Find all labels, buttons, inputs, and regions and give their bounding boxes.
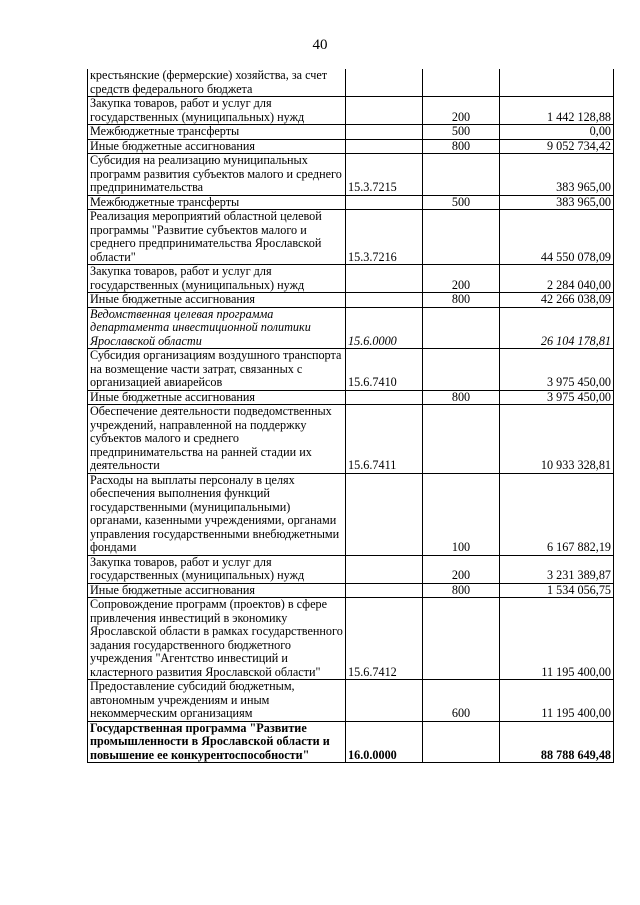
row-expense-type — [423, 405, 500, 474]
row-name: Иные бюджетные ассигнования — [88, 293, 346, 308]
row-expense-type — [423, 69, 500, 97]
row-expense-type: 200 — [423, 555, 500, 583]
table-row — [88, 139, 614, 154]
table-row — [88, 390, 614, 405]
row-amount: 9 052 734,42 — [500, 139, 614, 154]
table-row — [88, 293, 614, 308]
table-row — [88, 154, 614, 196]
row-name: Расходы на выплаты персоналу в целях обеспечения выполнения функций государственными (муниципальными) органами, казенными учреждениями, органами управления государственными внебюджетными фондами — [88, 473, 346, 555]
row-target-code — [346, 195, 423, 210]
row-target-code — [346, 390, 423, 405]
row-amount: 11 195 400,00 — [500, 598, 614, 680]
row-expense-type — [423, 349, 500, 391]
row-amount: 11 195 400,00 — [500, 680, 614, 722]
row-target-code — [346, 265, 423, 293]
table-row — [88, 583, 614, 598]
row-expense-type: 500 — [423, 195, 500, 210]
row-name: Закупка товаров, работ и услуг для государственных (муниципальных) нужд — [88, 265, 346, 293]
table-row — [88, 349, 614, 391]
row-name: Межбюджетные трансферты — [88, 195, 346, 210]
row-target-code: 15.6.7412 — [346, 598, 423, 680]
row-amount: 3 975 450,00 — [500, 349, 614, 391]
table-row — [88, 125, 614, 140]
table-row — [88, 598, 614, 680]
row-target-code: 15.3.7216 — [346, 210, 423, 265]
row-target-code: 15.6.7411 — [346, 405, 423, 474]
row-amount: 0,00 — [500, 125, 614, 140]
row-amount — [500, 69, 614, 97]
row-amount: 3 231 389,87 — [500, 555, 614, 583]
row-name: Государственная программа "Развитие промышленности в Ярославской области и повышение ее конкурентоспособности" — [88, 721, 346, 763]
row-name: Реализация мероприятий областной целевой программы "Развитие субъектов малого и среднего предпринимательства Ярославской области" — [88, 210, 346, 265]
table-row-state-program — [88, 721, 614, 763]
row-name: Иные бюджетные ассигнования — [88, 583, 346, 598]
row-name: Иные бюджетные ассигнования — [88, 139, 346, 154]
row-expense-type: 100 — [423, 473, 500, 555]
row-target-code — [346, 69, 423, 97]
budget-table — [87, 69, 614, 763]
row-target-code — [346, 473, 423, 555]
row-expense-type: 500 — [423, 125, 500, 140]
row-target-code — [346, 555, 423, 583]
row-amount: 10 933 328,81 — [500, 405, 614, 474]
table-row — [88, 69, 614, 97]
table-row — [88, 555, 614, 583]
row-name: крестьянские (фермерские) хозяйства, за счет средств федерального бюджета — [88, 69, 346, 97]
table-row — [88, 195, 614, 210]
row-target-code: 16.0.0000 — [346, 721, 423, 763]
row-expense-type: 200 — [423, 265, 500, 293]
row-target-code — [346, 125, 423, 140]
row-amount: 42 266 038,09 — [500, 293, 614, 308]
row-amount: 88 788 649,48 — [500, 721, 614, 763]
row-name: Иные бюджетные ассигнования — [88, 390, 346, 405]
table-row — [88, 473, 614, 555]
row-amount: 26 104 178,81 — [500, 307, 614, 349]
table-row — [88, 97, 614, 125]
row-amount: 383 965,00 — [500, 195, 614, 210]
row-target-code: 15.6.7410 — [346, 349, 423, 391]
row-name: Ведомственная целевая программа департамента инвестиционной политики Ярославской области — [88, 307, 346, 349]
row-name: Сопровождение программ (проектов) в сфере привлечения инвестиций в экономику Ярославской области в рамках государственного задания государственного бюджетного учреждения "Агентство инвестиций и кластерного развития Ярославской области" — [88, 598, 346, 680]
row-amount: 6 167 882,19 — [500, 473, 614, 555]
table-row — [88, 210, 614, 265]
row-expense-type — [423, 154, 500, 196]
row-target-code — [346, 97, 423, 125]
table-row-program — [88, 307, 614, 349]
row-target-code — [346, 293, 423, 308]
row-expense-type: 800 — [423, 139, 500, 154]
row-expense-type: 800 — [423, 390, 500, 405]
page-number: 40 — [312, 37, 328, 53]
row-name: Субсидия организациям воздушного транспорта на возмещение части затрат, связанных с организацией авиарейсов — [88, 349, 346, 391]
row-target-code: 15.3.7215 — [346, 154, 423, 196]
row-name: Субсидия на реализацию муниципальных программ развития субъектов малого и среднего предпринимательства — [88, 154, 346, 196]
row-target-code — [346, 680, 423, 722]
row-amount: 1 534 056,75 — [500, 583, 614, 598]
row-target-code — [346, 583, 423, 598]
row-amount: 44 550 078,09 — [500, 210, 614, 265]
table-row — [88, 680, 614, 722]
row-name: Закупка товаров, работ и услуг для государственных (муниципальных) нужд — [88, 555, 346, 583]
row-expense-type: 600 — [423, 680, 500, 722]
row-amount: 1 442 128,88 — [500, 97, 614, 125]
row-target-code: 15.6.0000 — [346, 307, 423, 349]
row-expense-type — [423, 210, 500, 265]
budget-table-body — [88, 69, 614, 763]
table-row — [88, 265, 614, 293]
row-amount: 383 965,00 — [500, 154, 614, 196]
row-expense-type: 800 — [423, 583, 500, 598]
row-expense-type — [423, 721, 500, 763]
table-row — [88, 405, 614, 474]
row-expense-type — [423, 598, 500, 680]
row-expense-type: 800 — [423, 293, 500, 308]
row-name: Межбюджетные трансферты — [88, 125, 346, 140]
row-amount: 2 284 040,00 — [500, 265, 614, 293]
row-name: Предоставление субсидий бюджетным, автономным учреждениям и иным некоммерческим организациям — [88, 680, 346, 722]
row-name: Обеспечение деятельности подведомственных учреждений, направленной на поддержку субъектов малого и среднего предпринимательства на ранней стадии их деятельности — [88, 405, 346, 474]
row-name: Закупка товаров, работ и услуг для государственных (муниципальных) нужд — [88, 97, 346, 125]
row-target-code — [346, 139, 423, 154]
row-expense-type: 200 — [423, 97, 500, 125]
row-expense-type — [423, 307, 500, 349]
row-amount: 3 975 450,00 — [500, 390, 614, 405]
